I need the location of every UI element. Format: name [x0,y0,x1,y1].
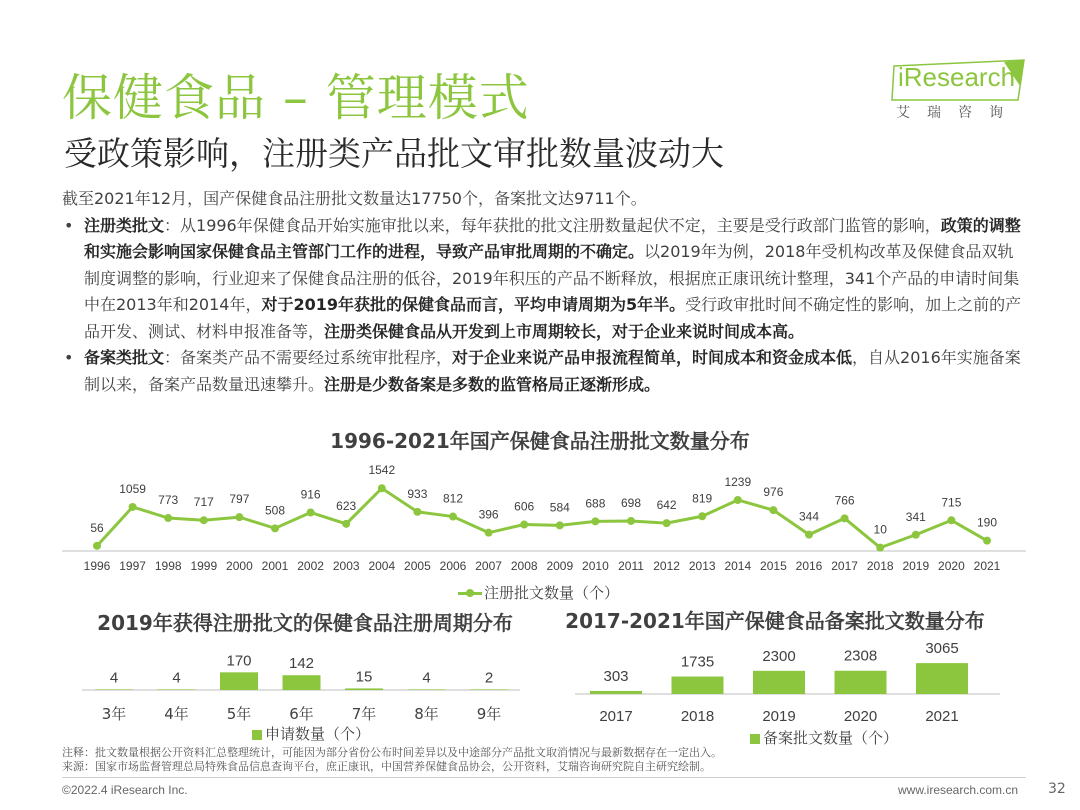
x-tick-label: 2016 [795,559,823,573]
data-label: 341 [905,509,926,524]
x-tick-label: 2019 [762,708,796,725]
data-label: 812 [442,491,464,506]
data-label: 344 [798,509,820,524]
x-tick-label: 2020 [938,559,965,573]
data-label: 717 [193,495,214,510]
legend-line-marker-icon [458,592,482,595]
data-label: 2308 [843,647,878,665]
data-label: 303 [603,667,629,685]
note-text: 注释：批文数量根据公开资料汇总整理统计，可能因为部分省份公布时间差异以及中途部分产品批文取消情况与最新数据存在一定出入。 [62,746,722,759]
line-chart-legend [458,582,619,603]
x-tick-label: 2011 [618,559,644,573]
cycle-chart-legend [252,723,370,744]
bullet-label: 备案类批文 [84,348,165,367]
body-text-run: ，自从2016年实施备案制以来，备案产品数量迅速攀升。 [84,348,1021,394]
data-label: 4 [172,669,181,687]
cycle-chart-title: 2019年获得注册批文的保健食品注册周期分布 [97,611,513,635]
x-tick-label: 6年 [289,705,314,723]
bullet-label: 注册类批文 [84,215,165,235]
bullet-dot-icon: • [64,348,74,367]
x-tick-label: 7年 [351,705,377,723]
data-label: 933 [407,486,428,501]
x-tick-label: 1996 [83,559,111,573]
page-subtitle: 受政策影响，注册类产品批文审批数量波动大 [64,134,724,173]
x-tick-label: 2021 [925,708,959,725]
bar [753,671,805,694]
bullet-dot-icon: • [64,215,74,235]
data-label: 976 [763,485,784,500]
x-tick-label: 4年 [164,705,189,723]
x-tick-label: 1998 [154,559,182,573]
body-bold-run: 注册类保健食品从开发到上市周期较长，对于企业来说时间成本高。 [324,321,805,341]
x-tick-label: 2018 [866,559,894,573]
x-tick-label: 2010 [582,559,609,573]
body-text-run: 以2019年为例，2018年受机构改革及保健食品双轨制度调整的影响，行业迎来了保健食品注册的低谷，2019年积压的产品不断释放，根据庶正康讯统计整理，341个产品的申请时间集中在2013年和2014年， [84,242,1020,314]
x-tick-label: 8年 [414,705,439,723]
page-number: 32 [1048,781,1066,797]
x-tick-label: 9年 [476,705,502,723]
filing-chart-title: 2017-2021年国产保健食品备案批文数量分布 [565,609,985,633]
x-tick-label: 2019 [902,559,930,573]
bar [835,671,887,694]
x-tick-label: 2006 [439,559,467,573]
data-label: 797 [229,492,250,507]
filing-chart-legend [750,727,898,748]
body-bold-run: 对于2019年获批的保健食品而言，平均申请周期为5年半。 [261,295,686,314]
intro-text: 截至2021年12月，国产保健食品注册批文数量达17750个，备案批文达9711个。 [62,189,647,208]
x-tick-label: 5年 [226,705,252,723]
data-label: 1239 [724,474,752,489]
data-label: 190 [976,515,998,530]
x-tick-label: 2005 [404,559,431,573]
copyright-text: ©2022.4 iResearch Inc. [62,783,188,797]
data-label: 396 [478,507,499,522]
data-label: 715 [941,495,962,510]
data-label: 688 [585,496,606,511]
x-tick-label: 2003 [332,559,360,573]
x-tick-label: 2020 [843,708,878,725]
x-tick-label: 2013 [688,559,716,573]
x-tick-label: 2017 [599,708,633,725]
x-tick-label: 2015 [760,559,787,573]
legend-square-icon [252,730,262,740]
data-label: 1542 [368,463,396,478]
data-label: 142 [288,655,315,673]
legend-label: 注册批文数量（个） [484,584,620,602]
data-label: 10 [873,522,887,537]
logo-text: iResearch [898,62,1016,92]
x-tick-label: 2012 [653,559,680,573]
x-tick-label: 2009 [546,559,574,573]
website-link[interactable]: www.iresearch.com.cn [898,783,1019,797]
data-label: 170 [226,652,252,670]
data-label: 773 [158,493,179,508]
x-tick-label: 2008 [510,559,538,573]
source-text: 来源：国家市场监督管理总局特殊食品信息查询平台，庶正康讯，中国营养保健食品协会，公开资料，艾瑞咨询研究院自主研究绘制。 [62,760,711,773]
line-chart-title: 1996-2021年国产保健食品注册批文数量分布 [330,429,750,453]
footnotes [62,746,722,774]
data-label: 3065 [925,640,959,658]
data-label: 916 [300,487,321,502]
page-title: 保健食品 – 管理模式 [62,69,530,127]
x-tick-label: 2001 [261,559,289,573]
body-bold-run: 对于企业来说产品申报流程简单，时间成本和资金成本低 [452,348,853,367]
body-bold-run: 注册是少数备案是多数的监管格局正逐渐形成。 [324,374,661,394]
data-label: 819 [692,491,713,506]
footer-divider [62,777,1026,778]
x-tick-label: 3年 [101,705,127,723]
legend-square-icon [750,734,760,744]
body-text-run: ：从1996年保健食品开始实施审批以来，每年获批的批文注册数量起伏不定，主要是受行政部门监管的影响， [164,215,941,235]
x-tick-label: 1999 [190,559,218,573]
data-label: 2300 [762,647,796,665]
data-label: 606 [514,499,535,514]
data-label: 698 [620,495,642,510]
data-label: 508 [264,503,286,518]
data-label: 15 [355,668,373,686]
x-tick-label: 2002 [297,559,324,573]
x-tick-label: 1997 [119,559,146,573]
bar [916,663,968,694]
body-bold-run: 政策的调整和实施会影响国家保健食品主管部门工作的进程，导致产品审批周期的不确定。 [84,215,1021,261]
data-label: 642 [656,498,677,513]
data-label: 1059 [119,481,146,496]
x-tick-label: 2004 [368,559,396,573]
data-label: 623 [336,498,357,513]
x-tick-label: 2000 [226,559,253,573]
body-text-run: ：备案类产品不需要经过系统审批程序， [164,348,453,367]
legend-label: 备案批文数量（个） [763,729,899,747]
x-tick-label: 2007 [475,559,502,573]
bar [672,677,724,694]
x-tick-label: 2018 [680,708,715,725]
data-label: 584 [549,500,570,515]
x-tick-label: 2021 [973,559,1001,573]
data-label: 766 [834,493,855,508]
data-label: 4 [109,669,119,687]
logo-cn-text: 艾瑞咨询 [896,105,1020,121]
x-tick-label: 2014 [724,559,752,573]
data-label: 1735 [680,653,715,671]
data-label: 56 [90,520,104,535]
data-label: 4 [422,669,431,687]
data-label: 2 [484,669,494,687]
body-text-run: 受行政审批时间不确定性的影响，加上之前的产品开发、测试、材料申报准备等， [84,295,1022,341]
legend-label: 申请数量（个） [265,725,371,743]
bar [590,691,642,694]
x-tick-label: 2017 [831,559,858,573]
